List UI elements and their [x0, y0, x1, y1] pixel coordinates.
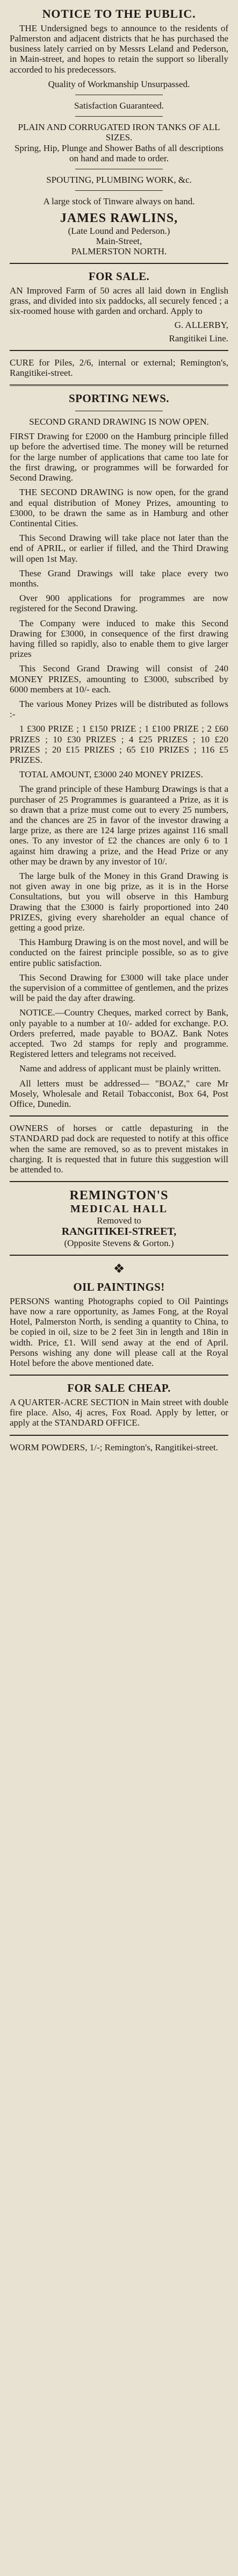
remington-title: REMINGTON'S [69, 1189, 169, 1203]
sporting-p17: All letters must be addressed— "BOAZ," care Mr Mosely, Wholesale and Retail Tobacconist, Box 64, Post Office, Dunedin. [10, 1078, 228, 1110]
cure-body: CURE for Piles, 2/6, internal or external; Remington's, Rangitikei-street. [10, 357, 228, 378]
notice-quality: Quality of Workmanship Unsurpassed. [48, 78, 190, 89]
oil-body: PERSONS wanting Photographs copied to Oil Paintings have now a rare opportunity, as James Fong, at the Royal Hotel, Palmerston North, is sending a quantity to China, to be copied in oil, size to be 2 feet 3in in length and 18in in width. Price, £1. Will send away at the end of April. Persons wishing any done will please call at the Royal Hotel before the above mentioned date. [10, 1296, 228, 1369]
notice-spouting: SPOUTING, PLUMBING WORK, &c. [46, 175, 192, 185]
sporting-p4: These Grand Drawings will take place every two months. [10, 568, 228, 589]
remington-moved: Removed to [97, 1215, 141, 1226]
sporting-p6: The Company were induced to make this Second Drawing for £3000, in consequence of the first drawing having filled so rapidly, also to enable them to give larger prizes [10, 618, 228, 660]
sporting-p3: This Second Drawing will take place not later than the end of APRIL, or earlier if filled, and the Third Drawing will open 1st May. [10, 533, 228, 564]
worm-body: WORM POWDERS, 1/-; Remington's, Rangitikei-street. [10, 1442, 218, 1452]
notice-town: PALMERSTON NORTH. [71, 246, 167, 257]
notice-late: (Late Lound and Pederson.) [68, 225, 170, 236]
notice-street: Main-Street, [96, 235, 142, 246]
notice-title: NOTICE TO THE PUBLIC. [42, 7, 196, 20]
sporting-p7: This Second Grand Drawing will consist of 240 MONEY PRIZES, amounting to £3000, subscribed by 6000 members at 10/- each. [10, 663, 228, 695]
divider [75, 116, 163, 117]
notice-name: JAMES RAWLINS, [60, 211, 178, 225]
section-rule [10, 1181, 228, 1182]
sporting-p16: Name and address of applicant must be plainly written. [19, 1063, 221, 1074]
section-rule [10, 1375, 228, 1376]
sporting-p12: The large bulk of the Money in this Grand Drawing is not given away in one big prize, as it is in the Horse Consultations, but you will observe in this Hamburg Drawing that the £3000 is fairly proportioned into 240 PRIZES, giving every shareholder an equal chance of getting a good prize. [10, 871, 228, 933]
sporting-p11: The grand principle of these Hamburg Drawings is that a purchaser of 25 Programmes is guaranteed a Prize, as it is so drawn that a prize must come out to every 25 numbers, and the chances are 25 in favor of the investor drawing a large prize, as there are 124 large prizes against 116 small ones. To any investor of £2 the chances are only 6 to 1 against him drawing a prize, and the Head Prize or any other may be drawn by any investor of 10/. [10, 784, 228, 867]
remington-sub: MEDICAL HALL [70, 1203, 168, 1215]
owners-body: OWNERS of horses or cattle depasturing in the STANDARD pad dock are requested to notify at this office when the same are removed, so as to prevent mistakes in charging. It is requested that in future this suggestion will be attended to. [10, 1123, 228, 1175]
sporting-p5: Over 900 applications for programmes are now registered for the Second Drawing. [10, 593, 228, 614]
sale-cheap-body: A QUARTER-ACRE SECTION in Main street with double fire place. Also, 4j acres, Fox Road. Apply by letter, or apply at the STANDARD OFFICE. [10, 1397, 228, 1428]
section-rule [10, 1115, 228, 1117]
sporting-p10: TOTAL AMOUNT, £3000 240 MONEY PRIZES. [19, 769, 203, 780]
sporting-p2: THE SECOND DRAWING is now open, for the grand and equal distribution of Money Prizes, amounting to £3000, to be drawn the same as in Hamburg and other Continental Cities. [10, 487, 228, 528]
sporting-title: SPORTING NEWS. [69, 392, 169, 405]
notice-tinware: A large stock of Tinware always on hand. [43, 196, 195, 207]
sporting-p9: 1 £300 PRIZE ; 1 £150 PRIZE ; 1 £100 PRIZE ; 2 £60 PRIZES ; 10 £30 PRIZES ; 4 £25 PRIZES ; 10 £20 PRIZES ; 20 £15 PRIZES ; 65 £10 PRIZES ; 116 £5 PRIZES. [10, 724, 228, 765]
sale-signature-name: G. ALLERBY, [174, 319, 228, 330]
remington-street: RANGITIKEI-STREET, [61, 1226, 177, 1238]
notice-baths: Spring, Hip, Plunge and Shower Baths of all descriptions on hand and made to order. [14, 142, 224, 163]
sale-cheap-title: FOR SALE CHEAP. [67, 1382, 171, 1395]
notice-body: THE Undersigned begs to announce to the residents of Palmerston and adjacent districts that he has purchased the business lately carried on by Messrs Leland and Pederson, in Main-street, and hopes to retain the support so liberally accorded to his predecessors. [10, 23, 228, 75]
sporting-p8: The various Money Prizes will be distributed as follows :- [10, 698, 228, 720]
oil-title: OIL PAINTINGS! [73, 1280, 165, 1294]
divider [75, 190, 163, 191]
ornament-icon: ❖ [113, 1262, 125, 1276]
remington-opp: (Opposite Stevens & Gorton.) [64, 1237, 174, 1248]
section-rule [10, 350, 228, 351]
sporting-p15: NOTICE.—Country Cheques, marked correct by Bank, only payable to a number at 10/- added for exchange. P.O. Orders preferred, made payable to BOAZ. Bank Notes accepted. Two 2d stamps for reply and programme. Registered letters and telegrams not received. [10, 1007, 228, 1060]
sporting-p14: This Second Drawing for £3000 will take place under the supervision of a committee of gentlemen, and the prizes will be paid the day after drawing. [10, 972, 228, 1004]
section-rule [10, 1435, 228, 1436]
section-rule [10, 1255, 228, 1256]
notice-satisfaction: Satisfaction Guaranteed. [74, 101, 164, 111]
sporting-p13: This Hamburg Drawing is on the most novel, and will be conducted on the fairest principle possible, so as to give entire public satisfaction. [10, 937, 228, 968]
notice-tanks: PLAIN AND CORRUGATED IRON TANKS OF ALL SIZES. [18, 122, 220, 143]
section-rule [10, 384, 228, 386]
sporting-p1: FIRST Drawing for £2000 on the Hamburg principle filled up before the advertised time. The money will be returned for the large number of applications that came too late for the first drawing, or programmes will be forwarded for Second Drawing. [10, 431, 228, 483]
sale-body: AN Improved Farm of 50 acres all laid down in English grass, and divided into six paddocks, all securely fenced ; a six-roomed house with garden and orchard. Apply to [10, 285, 228, 317]
sale-block [10, 285, 228, 344]
sale-title: FOR SALE. [88, 270, 150, 283]
sale-signature-place: Rangitikei Line. [169, 333, 228, 344]
section-rule [10, 263, 228, 264]
sporting-subtitle: SECOND GRAND DRAWING IS NOW OPEN. [29, 417, 209, 427]
